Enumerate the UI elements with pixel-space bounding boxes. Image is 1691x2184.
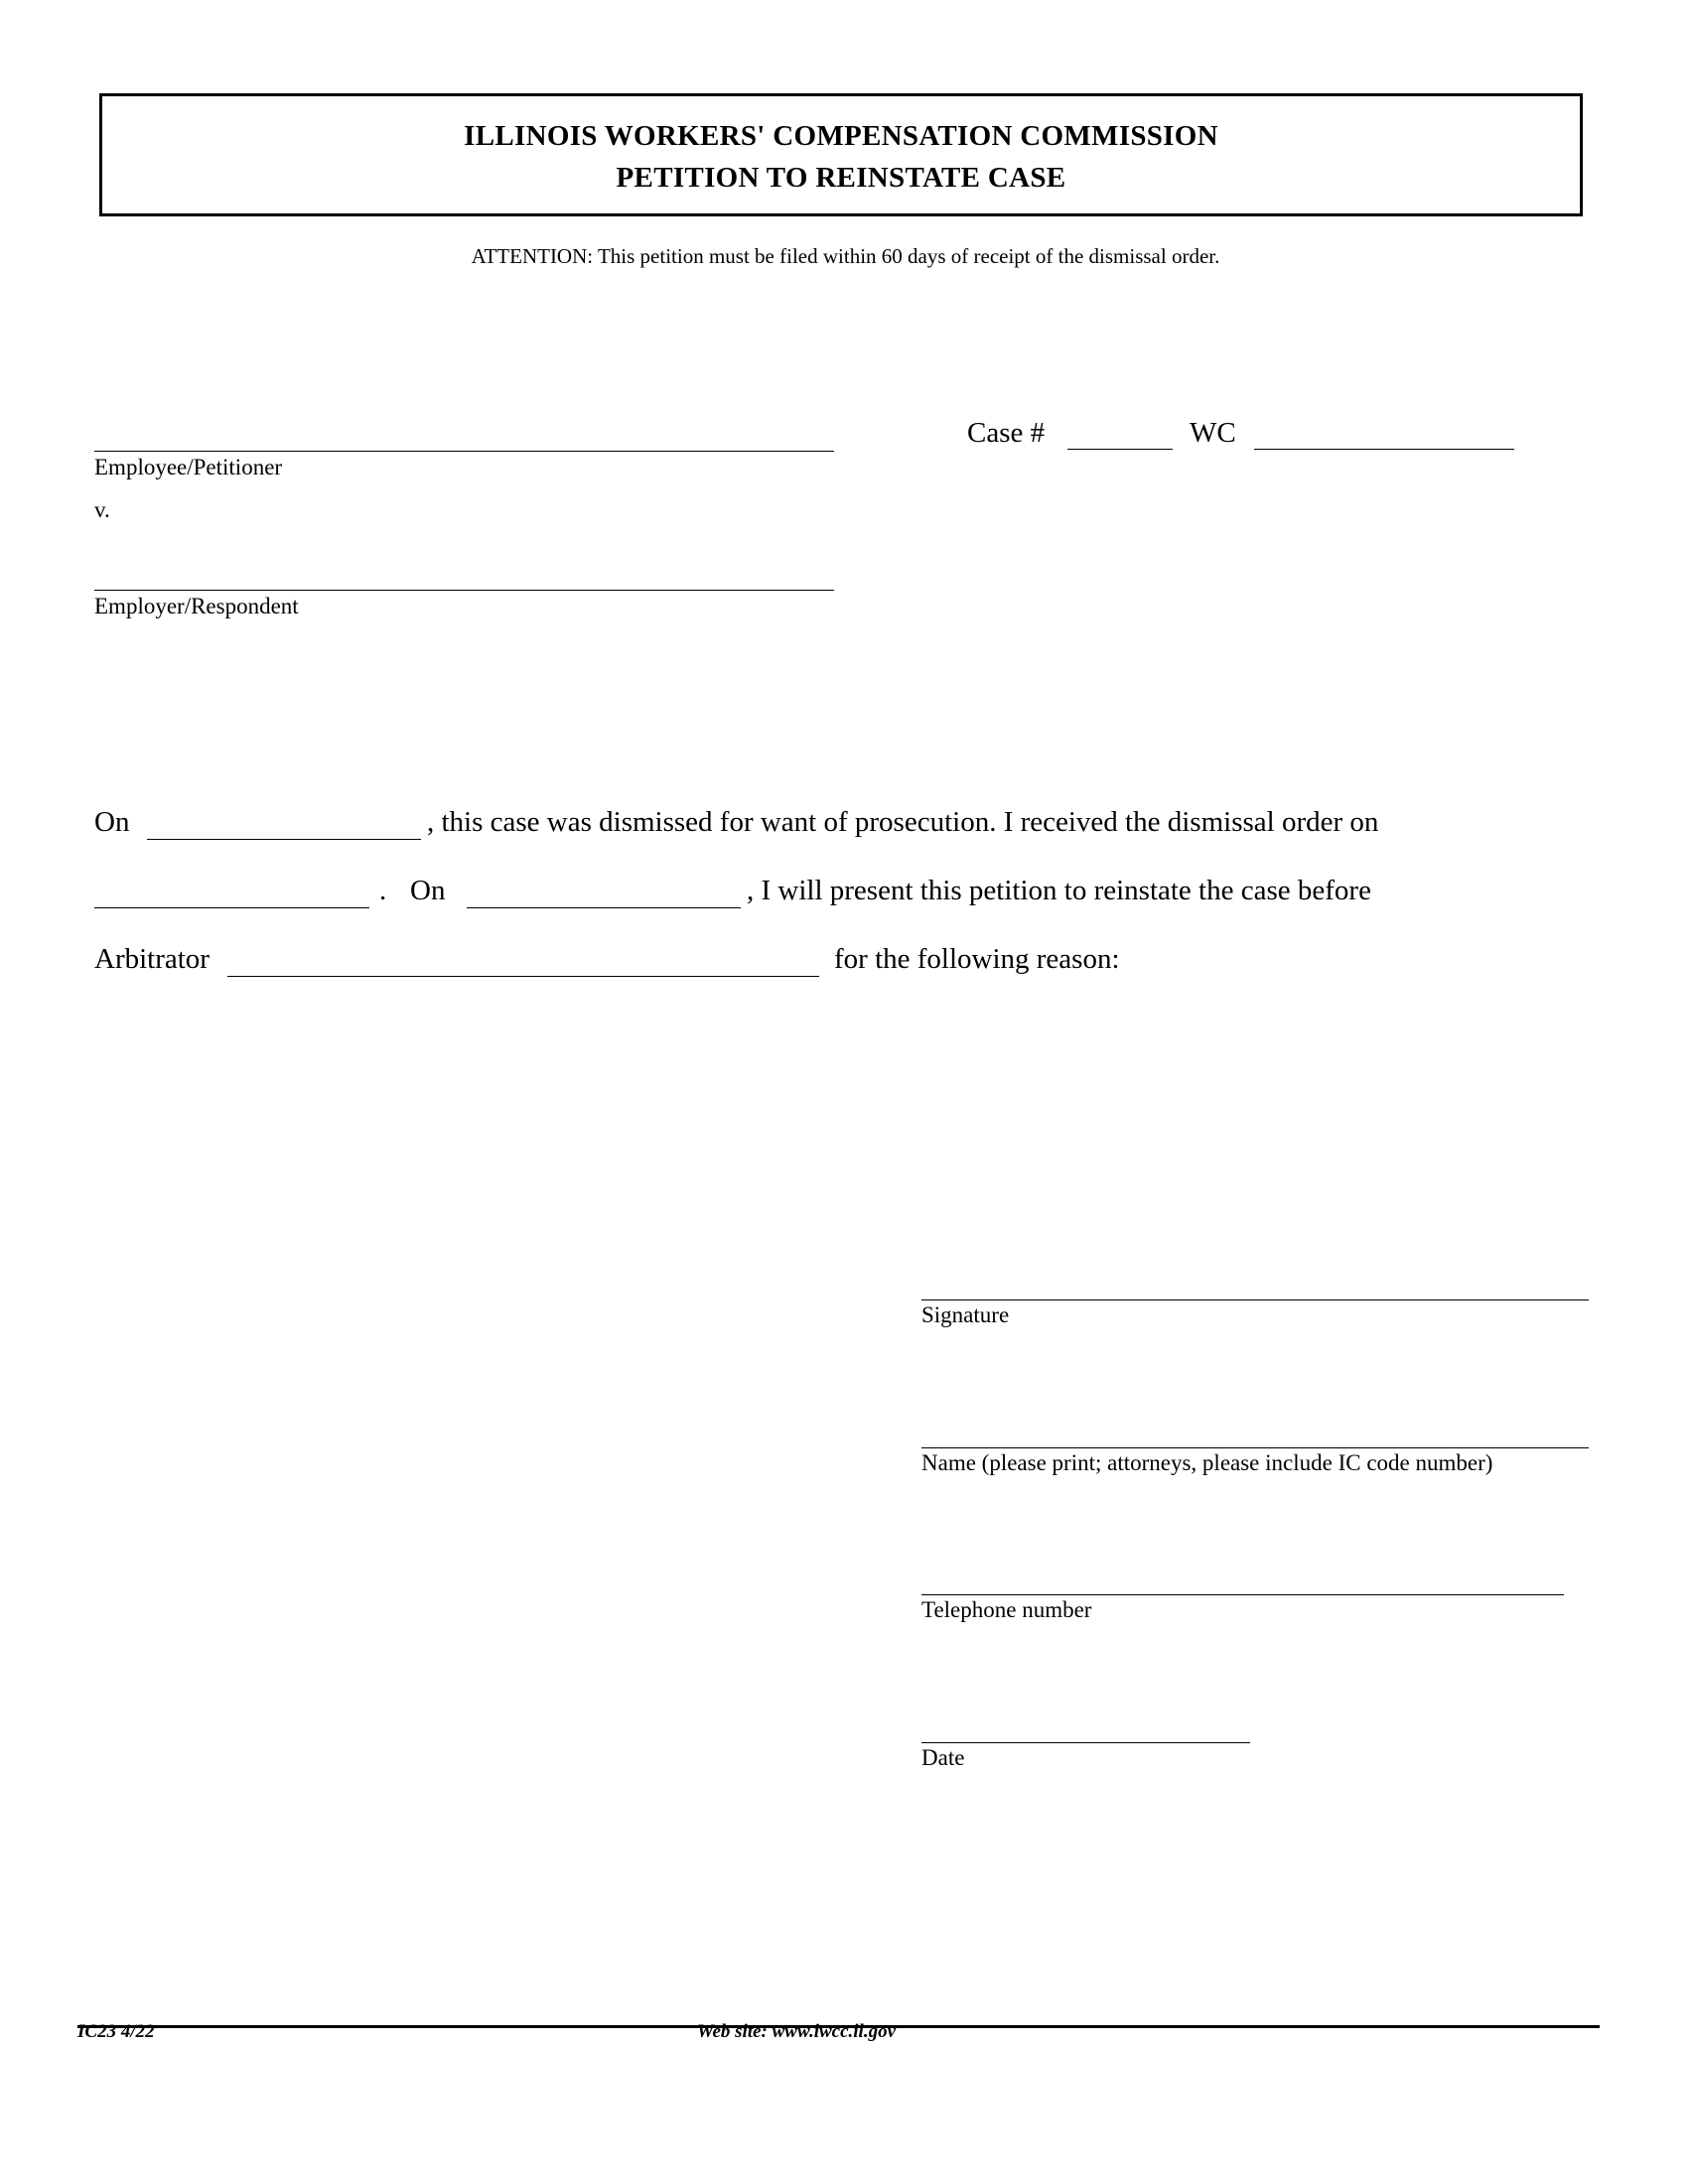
wc-label: WC xyxy=(1190,417,1236,449)
case-number-label: Case # xyxy=(967,417,1046,449)
arbitrator-name-field[interactable] xyxy=(227,976,819,977)
employee-petitioner-field[interactable] xyxy=(94,451,834,452)
employer-respondent-field[interactable] xyxy=(94,590,834,591)
form-code: IC23 4/22 xyxy=(77,2021,155,2042)
date-label: Date xyxy=(921,1745,965,1770)
telephone-field[interactable] xyxy=(921,1594,1564,1595)
reason-intro: for the following reason: xyxy=(834,943,1120,975)
received-date-field[interactable] xyxy=(94,907,369,908)
form-header-box xyxy=(99,93,1583,216)
name-label: Name (please print; attorneys, please include IC code number) xyxy=(921,1450,1493,1475)
wc-number-field[interactable] xyxy=(1254,449,1514,450)
form-title: PETITION TO REINSTATE CASE xyxy=(616,162,1066,194)
arbitrator-label: Arbitrator xyxy=(94,943,210,975)
website-link[interactable]: Web site: www.iwcc.il.gov xyxy=(697,2021,897,2042)
period-mark: . xyxy=(379,875,387,906)
dismissal-statement: , this case was dismissed for want of prosecution. I received the dismissal order on xyxy=(427,806,1379,838)
dismissal-date-field[interactable] xyxy=(147,839,421,840)
presentation-statement: , I will present this petition to reinstate the case before xyxy=(747,875,1371,906)
signature-field[interactable] xyxy=(921,1299,1589,1300)
employer-respondent-label: Employer/Respondent xyxy=(94,594,299,618)
on-label: On xyxy=(94,806,130,838)
employee-petitioner-label: Employee/Petitioner xyxy=(94,455,283,479)
agency-title: ILLINOIS WORKERS' COMPENSATION COMMISSION xyxy=(464,120,1218,152)
date-field[interactable] xyxy=(921,1742,1250,1743)
telephone-label: Telephone number xyxy=(921,1597,1092,1622)
attention-notice: ATTENTION: This petition must be filed within 60 days of receipt of the dismissal order. xyxy=(471,244,1220,268)
name-field[interactable] xyxy=(921,1447,1589,1448)
case-number-field[interactable] xyxy=(1067,449,1173,450)
versus-label: v. xyxy=(94,497,110,522)
signature-label: Signature xyxy=(921,1302,1010,1327)
on-label-2: On xyxy=(410,875,446,906)
presentation-date-field[interactable] xyxy=(467,907,741,908)
